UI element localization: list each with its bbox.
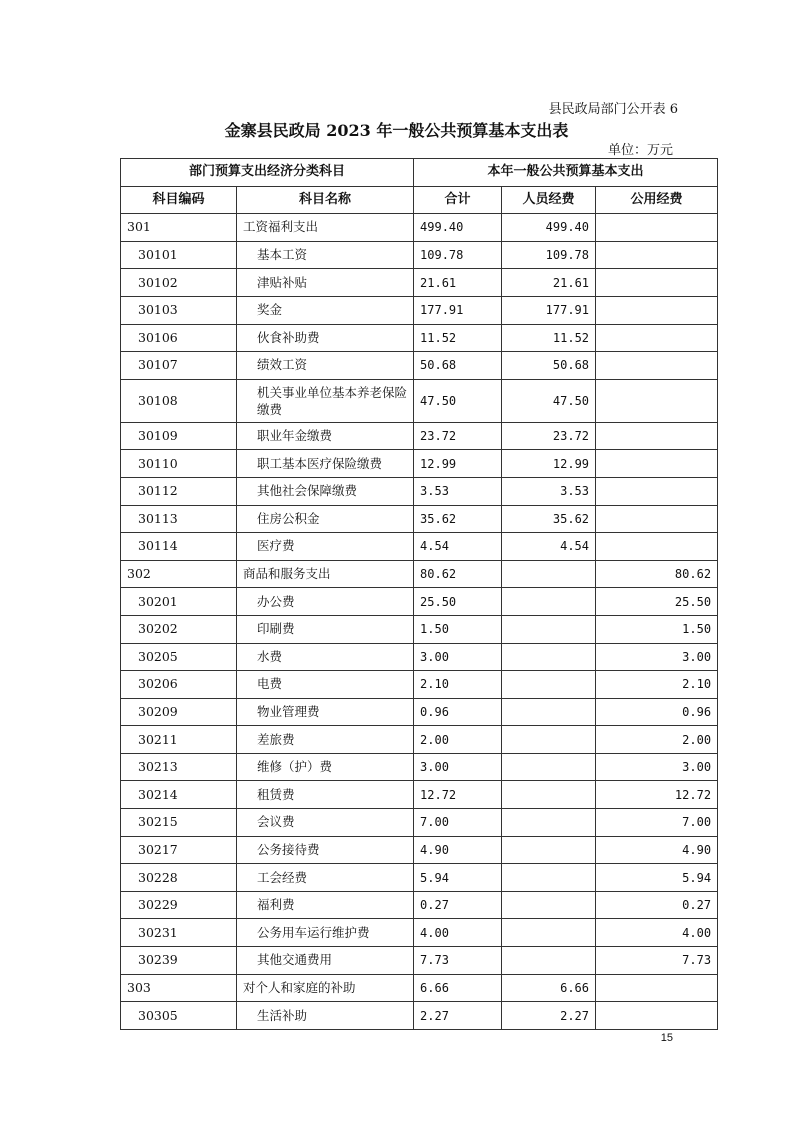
cell-public: 1.50	[596, 615, 718, 643]
table-row	[121, 477, 718, 505]
cell-personnel	[502, 588, 596, 616]
cell-personnel: 11.52	[502, 324, 596, 352]
cell-code: 30102	[121, 269, 237, 297]
table-row	[121, 588, 718, 616]
cell-total: 2.00	[414, 726, 502, 754]
cell-code: 30211	[121, 726, 237, 754]
cell-code: 30112	[121, 477, 237, 505]
cell-name: 机关事业单位基本养老保险缴费	[237, 379, 414, 422]
cell-name: 差旅费	[237, 726, 414, 754]
table-row	[121, 269, 718, 297]
cell-public	[596, 269, 718, 297]
cell-personnel: 23.72	[502, 422, 596, 450]
cell-public	[596, 505, 718, 533]
cell-public	[596, 379, 718, 422]
cell-code: 30214	[121, 781, 237, 809]
cell-public: 80.62	[596, 560, 718, 588]
cell-personnel	[502, 809, 596, 837]
cell-total: 4.90	[414, 836, 502, 864]
cell-name: 其他社会保障缴费	[237, 477, 414, 505]
cell-public: 7.00	[596, 809, 718, 837]
cell-public	[596, 450, 718, 478]
cell-personnel	[502, 671, 596, 699]
cell-public	[596, 974, 718, 1002]
cell-name: 工资福利支出	[237, 214, 414, 242]
table-row	[121, 919, 718, 947]
cell-total: 3.00	[414, 753, 502, 781]
cell-name: 电费	[237, 671, 414, 699]
cell-public: 2.10	[596, 671, 718, 699]
group-header-classification: 部门预算支出经济分类科目	[121, 159, 414, 187]
cell-total: 0.96	[414, 698, 502, 726]
cell-total: 2.27	[414, 1002, 502, 1030]
table-row	[121, 352, 718, 380]
table-row	[121, 560, 718, 588]
table-row	[121, 726, 718, 754]
cell-personnel	[502, 698, 596, 726]
cell-total: 11.52	[414, 324, 502, 352]
cell-code: 30213	[121, 753, 237, 781]
table-row	[121, 864, 718, 892]
table-row	[121, 671, 718, 699]
cell-personnel: 21.61	[502, 269, 596, 297]
cell-public: 7.73	[596, 947, 718, 975]
cell-personnel: 4.54	[502, 533, 596, 561]
cell-public: 0.96	[596, 698, 718, 726]
cell-public	[596, 214, 718, 242]
cell-name: 伙食补助费	[237, 324, 414, 352]
cell-code: 302	[121, 560, 237, 588]
cell-name: 商品和服务支出	[237, 560, 414, 588]
table-row	[121, 324, 718, 352]
table-row	[121, 214, 718, 242]
cell-code: 30305	[121, 1002, 237, 1030]
cell-personnel: 6.66	[502, 974, 596, 1002]
cell-code: 30228	[121, 864, 237, 892]
cell-name: 医疗费	[237, 533, 414, 561]
cell-personnel: 109.78	[502, 241, 596, 269]
cell-total: 5.94	[414, 864, 502, 892]
cell-name: 公务用车运行维护费	[237, 919, 414, 947]
table-row	[121, 241, 718, 269]
cell-total: 2.10	[414, 671, 502, 699]
cell-name: 租赁费	[237, 781, 414, 809]
table-row	[121, 643, 718, 671]
cell-personnel	[502, 615, 596, 643]
cell-total: 50.68	[414, 352, 502, 380]
cell-public: 0.27	[596, 891, 718, 919]
cell-personnel	[502, 781, 596, 809]
cell-total: 21.61	[414, 269, 502, 297]
cell-code: 30217	[121, 836, 237, 864]
cell-code: 30229	[121, 891, 237, 919]
cell-personnel	[502, 836, 596, 864]
table-row	[121, 974, 718, 1002]
table-row	[121, 947, 718, 975]
cell-name: 职业年金缴费	[237, 422, 414, 450]
cell-name: 生活补助	[237, 1002, 414, 1030]
cell-public	[596, 352, 718, 380]
cell-code: 30209	[121, 698, 237, 726]
table-body	[121, 214, 718, 1030]
cell-total: 35.62	[414, 505, 502, 533]
table-row	[121, 422, 718, 450]
cell-total: 47.50	[414, 379, 502, 422]
column-header-total: 合计	[414, 186, 502, 214]
cell-personnel: 47.50	[502, 379, 596, 422]
cell-public: 2.00	[596, 726, 718, 754]
cell-name: 印刷费	[237, 615, 414, 643]
cell-total: 25.50	[414, 588, 502, 616]
cell-public	[596, 241, 718, 269]
cell-name: 奖金	[237, 296, 414, 324]
group-header-expenditure: 本年一般公共预算基本支出	[414, 159, 718, 187]
cell-personnel	[502, 891, 596, 919]
cell-personnel	[502, 919, 596, 947]
cell-name: 其他交通费用	[237, 947, 414, 975]
cell-name: 会议费	[237, 809, 414, 837]
budget-table	[120, 158, 718, 1030]
cell-code: 30114	[121, 533, 237, 561]
group-header-row	[121, 159, 718, 187]
cell-personnel	[502, 643, 596, 671]
cell-total: 23.72	[414, 422, 502, 450]
cell-code: 30202	[121, 615, 237, 643]
cell-code: 30110	[121, 450, 237, 478]
cell-name: 维修（护）费	[237, 753, 414, 781]
table-row	[121, 450, 718, 478]
cell-personnel: 177.91	[502, 296, 596, 324]
cell-total: 0.27	[414, 891, 502, 919]
table-row	[121, 505, 718, 533]
cell-public	[596, 324, 718, 352]
cell-name: 职工基本医疗保险缴费	[237, 450, 414, 478]
cell-name: 基本工资	[237, 241, 414, 269]
cell-total: 1.50	[414, 615, 502, 643]
cell-name: 福利费	[237, 891, 414, 919]
cell-total: 80.62	[414, 560, 502, 588]
cell-public: 3.00	[596, 753, 718, 781]
cell-total: 3.00	[414, 643, 502, 671]
cell-code: 30215	[121, 809, 237, 837]
cell-name: 水费	[237, 643, 414, 671]
cell-name: 对个人和家庭的补助	[237, 974, 414, 1002]
page-title: 金寨县民政局 2023 年一般公共预算基本支出表	[224, 121, 569, 140]
cell-personnel: 2.27	[502, 1002, 596, 1030]
cell-personnel: 3.53	[502, 477, 596, 505]
cell-name: 绩效工资	[237, 352, 414, 380]
cell-public	[596, 296, 718, 324]
cell-public: 5.94	[596, 864, 718, 892]
cell-total: 12.99	[414, 450, 502, 478]
cell-total: 12.72	[414, 781, 502, 809]
cell-code: 30206	[121, 671, 237, 699]
table-row	[121, 809, 718, 837]
cell-name: 住房公积金	[237, 505, 414, 533]
page-number: 15	[660, 1032, 673, 1044]
cell-total: 177.91	[414, 296, 502, 324]
cell-code: 303	[121, 974, 237, 1002]
cell-total: 4.54	[414, 533, 502, 561]
table-row	[121, 533, 718, 561]
cell-public	[596, 1002, 718, 1030]
column-header-code: 科目编码	[121, 186, 237, 214]
cell-personnel	[502, 726, 596, 754]
table-row	[121, 781, 718, 809]
cell-personnel: 35.62	[502, 505, 596, 533]
cell-code: 30106	[121, 324, 237, 352]
cell-public: 3.00	[596, 643, 718, 671]
table-row	[121, 891, 718, 919]
cell-name: 工会经费	[237, 864, 414, 892]
cell-code: 30201	[121, 588, 237, 616]
cell-personnel	[502, 560, 596, 588]
cell-total: 7.00	[414, 809, 502, 837]
cell-total: 4.00	[414, 919, 502, 947]
table-row	[121, 615, 718, 643]
cell-public	[596, 533, 718, 561]
cell-code: 30103	[121, 296, 237, 324]
cell-code: 301	[121, 214, 237, 242]
cell-personnel: 12.99	[502, 450, 596, 478]
cell-code: 30101	[121, 241, 237, 269]
cell-code: 30113	[121, 505, 237, 533]
cell-personnel	[502, 864, 596, 892]
cell-code: 30109	[121, 422, 237, 450]
table-row	[121, 379, 718, 422]
cell-total: 6.66	[414, 974, 502, 1002]
table-tag: 县民政局部门公开表 6	[548, 102, 678, 117]
cell-total: 7.73	[414, 947, 502, 975]
cell-code: 30231	[121, 919, 237, 947]
cell-public	[596, 422, 718, 450]
cell-public: 4.00	[596, 919, 718, 947]
cell-public	[596, 477, 718, 505]
cell-public: 12.72	[596, 781, 718, 809]
table-row	[121, 1002, 718, 1030]
cell-code: 30107	[121, 352, 237, 380]
table-row	[121, 296, 718, 324]
cell-personnel: 499.40	[502, 214, 596, 242]
cell-name: 公务接待费	[237, 836, 414, 864]
cell-total: 3.53	[414, 477, 502, 505]
unit-label: 单位：万元	[607, 143, 673, 158]
cell-code: 30108	[121, 379, 237, 422]
column-header-personnel: 人员经费	[502, 186, 596, 214]
cell-name: 物业管理费	[237, 698, 414, 726]
table-row	[121, 698, 718, 726]
cell-public: 25.50	[596, 588, 718, 616]
column-header-row	[121, 186, 718, 214]
cell-public: 4.90	[596, 836, 718, 864]
cell-total: 109.78	[414, 241, 502, 269]
column-header-public: 公用经费	[596, 186, 718, 214]
table-row	[121, 753, 718, 781]
cell-personnel	[502, 947, 596, 975]
column-header-name: 科目名称	[237, 186, 414, 214]
cell-total: 499.40	[414, 214, 502, 242]
table-row	[121, 836, 718, 864]
cell-personnel	[502, 753, 596, 781]
cell-code: 30239	[121, 947, 237, 975]
cell-personnel: 50.68	[502, 352, 596, 380]
cell-name: 津贴补贴	[237, 269, 414, 297]
cell-code: 30205	[121, 643, 237, 671]
cell-name: 办公费	[237, 588, 414, 616]
